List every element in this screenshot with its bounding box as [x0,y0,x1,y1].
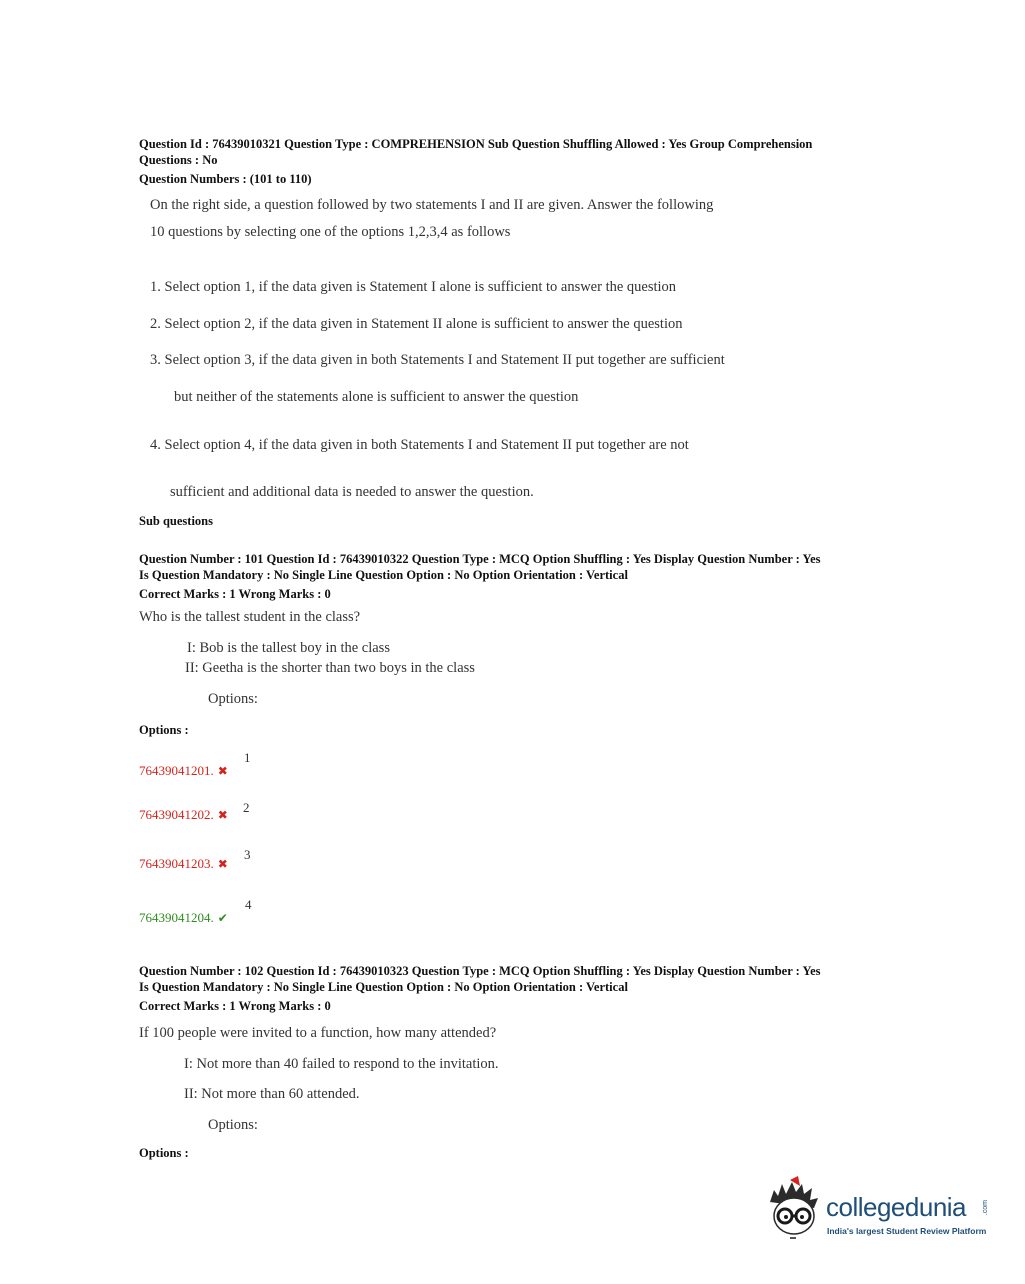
logo-dot-com: .com [982,1200,989,1216]
option-id: 76439041202. [139,807,214,822]
q101-option-1 [139,762,228,780]
q102-statement-1: I: Not more than 40 failed to respond to the invitation. [184,1056,499,1072]
q101-option-3 [139,855,228,873]
wrong-mark-icon: ✖ [217,857,228,871]
q101-option-3-value: 3 [244,847,251,862]
rule-3-continued: but neither of the statements alone is sufficient to answer the question [174,389,579,405]
intro-line-1: On the right side, a question followed by two statements I and II are given. Answer the following [150,197,714,213]
sub-questions-label: Sub questions [139,514,213,528]
rule-2: 2. Select option 2, if the data given in Statement II alone is sufficient to answer the question [150,316,683,332]
rule-3: 3. Select option 3, if the data given in both Statements I and Statement II put together are sufficient [150,352,725,368]
option-id: 76439041201. [139,763,214,778]
q101-options-label: Options : [139,723,189,737]
rule-4-continued: sufficient and additional data is needed to answer the question. [170,484,534,500]
rule-4: 4. Select option 4, if the data given in both Statements I and Statement II put together are not [150,437,689,453]
comprehension-header-line1: Question Id : 76439010321 Question Type : COMPREHENSION Sub Question Shuffling Allowed : Yes Group Comprehension [139,137,813,151]
q101-option-4 [139,909,228,927]
logo-tagline: India's largest Student Review Platform [827,1226,987,1236]
collegedunia-logo [764,1176,994,1250]
q101-option-4-value: 4 [245,897,252,912]
option-id: 76439041203. [139,856,214,871]
mascot-icon [764,1176,826,1248]
q101-option-1-value: 1 [244,750,251,765]
q101-header-line2: Is Question Mandatory : No Single Line Question Option : No Option Orientation : Vertical [139,568,628,582]
wrong-mark-icon: ✖ [217,764,228,778]
q101-options-inline: Options: [208,691,258,707]
q101-option-2 [139,806,228,824]
q102-marks: Correct Marks : 1 Wrong Marks : 0 [139,999,331,1013]
question-numbers: Question Numbers : (101 to 110) [139,172,312,186]
q101-question: Who is the tallest student in the class? [139,609,361,625]
wrong-mark-icon: ✖ [217,808,228,822]
q102-question: If 100 people were invited to a function, how many attended? [139,1025,497,1041]
q102-statement-2: II: Not more than 60 attended. [184,1086,360,1102]
q101-option-2-value: 2 [243,800,250,815]
q101-statement-1: I: Bob is the tallest boy in the class [187,640,390,656]
comprehension-header-line2: Questions : No [139,153,218,167]
q102-options-label: Options : [139,1146,189,1160]
q101-marks: Correct Marks : 1 Wrong Marks : 0 [139,587,331,601]
option-id: 76439041204. [139,910,214,925]
q102-options-inline: Options: [208,1117,258,1133]
q102-header-line2: Is Question Mandatory : No Single Line Question Option : No Option Orientation : Vertical [139,980,628,994]
correct-check-icon: ✔ [217,911,228,925]
logo-wordmark: collegedunia [826,1192,967,1222]
q101-header-line1: Question Number : 101 Question Id : 76439010322 Question Type : MCQ Option Shuffling : Yes Display Question Number : Yes [139,552,821,566]
rule-1: 1. Select option 1, if the data given is Statement I alone is sufficient to answer the question [150,279,677,295]
q102-header-line1: Question Number : 102 Question Id : 76439010323 Question Type : MCQ Option Shuffling : Yes Display Question Number : Yes [139,964,821,978]
intro-line-2: 10 questions by selecting one of the options 1,2,3,4 as follows [150,224,511,240]
q101-statement-2: II: Geetha is the shorter than two boys in the class [185,660,475,676]
